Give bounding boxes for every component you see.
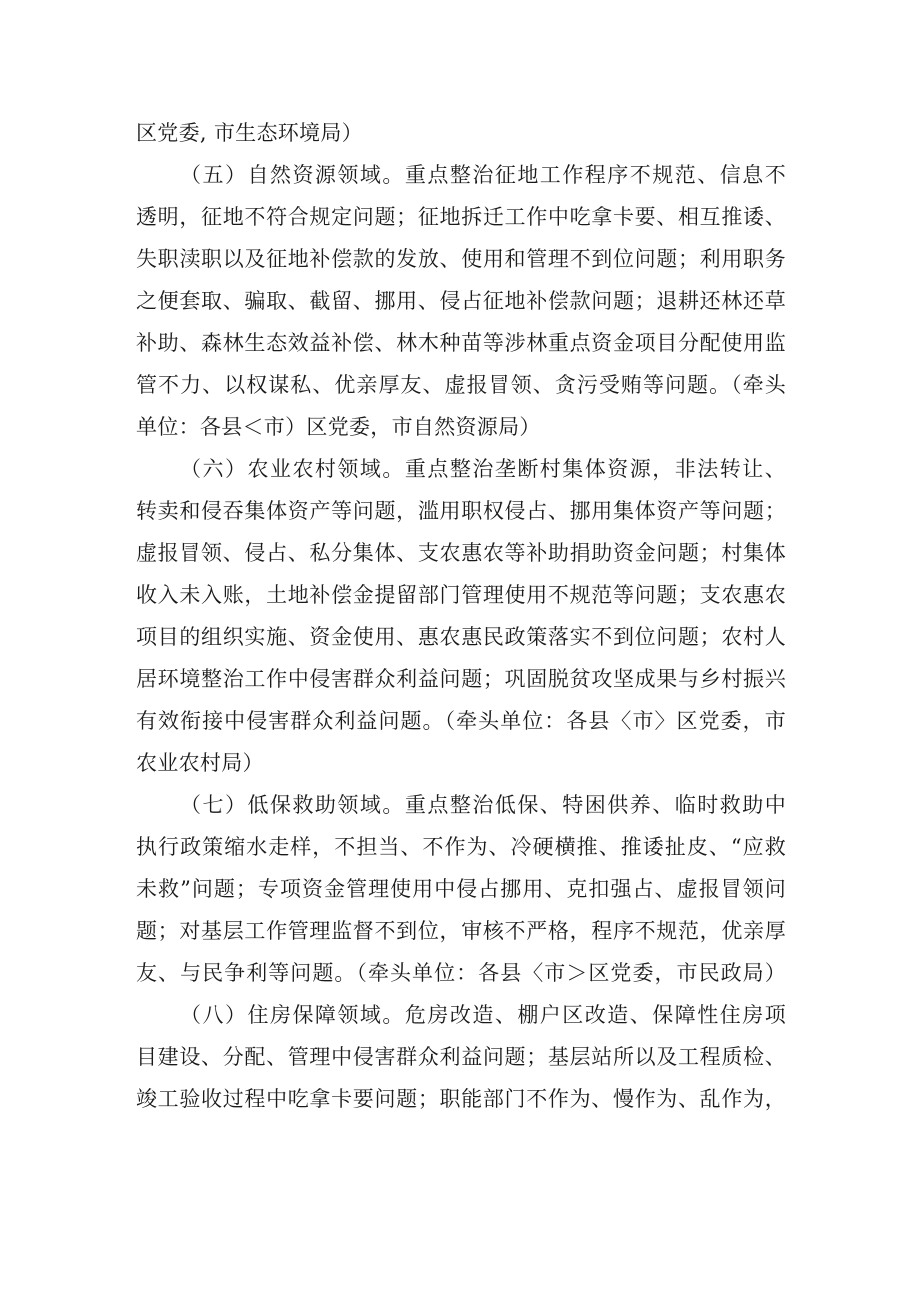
text-line: 农业农村局） bbox=[136, 751, 264, 775]
text-line: 失职渎职以及征地补偿款的发放、使用和管理不到位问题；利用职务 bbox=[136, 247, 786, 271]
text-line: 竣工验收过程中吃拿卡要问题；职能部门不作为、慢作为、乱作为， bbox=[136, 1087, 786, 1111]
text-line: 收入未入账，土地补偿金提留部门管理使用不规范等问题；支农惠农 bbox=[136, 583, 786, 607]
text-line: 题；对基层工作管理监督不到位，审核不严格，程序不规范，优亲厚 bbox=[136, 919, 786, 943]
text-line: 管不力、以权谋私、优亲厚友、虚报冒领、贪污受贿等问题。（牵头 bbox=[136, 373, 786, 397]
paragraph-first-line: （七）低保救助领域。重点整治低保、特困供养、临时救助中 bbox=[180, 793, 786, 817]
paragraph-first-line: （五）自然资源领域。重点整治征地工作程序不规范、信息不 bbox=[180, 163, 786, 187]
text-line: 友、与民争利等问题。（牵头单位：各县〈市＞区党委，市民政局） bbox=[136, 961, 786, 985]
paragraph-first-line: （六）农业农村领域。重点整治垄断村集体资源，非法转让、 bbox=[180, 457, 786, 481]
text-line: 目建设、分配、管理中侵害群众利益问题；基层站所以及工程质检、 bbox=[136, 1045, 786, 1069]
text-line: 有效衔接中侵害群众利益问题。（牵头单位：各县〈市〉区党委，市 bbox=[136, 709, 786, 733]
text-line: 补助、森林生态效益补偿、林木种苗等涉林重点资金项目分配使用监 bbox=[136, 331, 786, 355]
text-line: 虚报冒领、侵占、私分集体、支农惠农等补助捐助资金问题；村集体 bbox=[136, 541, 786, 565]
text-line: 透明，征地不符合规定问题；征地拆迁工作中吃拿卡要、相互推诿、 bbox=[136, 205, 786, 229]
text-line: 转卖和侵吞集体资产等问题，滥用职权侵占、挪用集体资产等问题； bbox=[136, 499, 786, 523]
document-page bbox=[136, 112, 786, 1120]
text-line: 未救”问题；专项资金管理使用中侵占挪用、克扣强占、虚报冒领问 bbox=[136, 877, 786, 901]
text-line: 执行政策缩水走样，不担当、不作为、冷硬横推、推诿扯皮、“应救 bbox=[136, 835, 786, 859]
text-line: 居环境整治工作中侵害群众利益问题；巩固脱贫攻坚成果与乡村振兴 bbox=[136, 667, 786, 691]
paragraph-first-line: （八）住房保障领域。危房改造、棚户区改造、保障性住房项 bbox=[180, 1003, 786, 1027]
text-line: 区党委, 市生态环境局） bbox=[136, 121, 363, 145]
text-line: 单位：各县＜市）区党委，市自然资源局） bbox=[136, 415, 541, 439]
text-line: 项目的组织实施、资金使用、惠农惠民政策落实不到位问题；农村人 bbox=[136, 625, 786, 649]
text-line: 之便套取、骗取、截留、挪用、侵占征地补偿款问题；退耕还林还草 bbox=[136, 289, 786, 313]
